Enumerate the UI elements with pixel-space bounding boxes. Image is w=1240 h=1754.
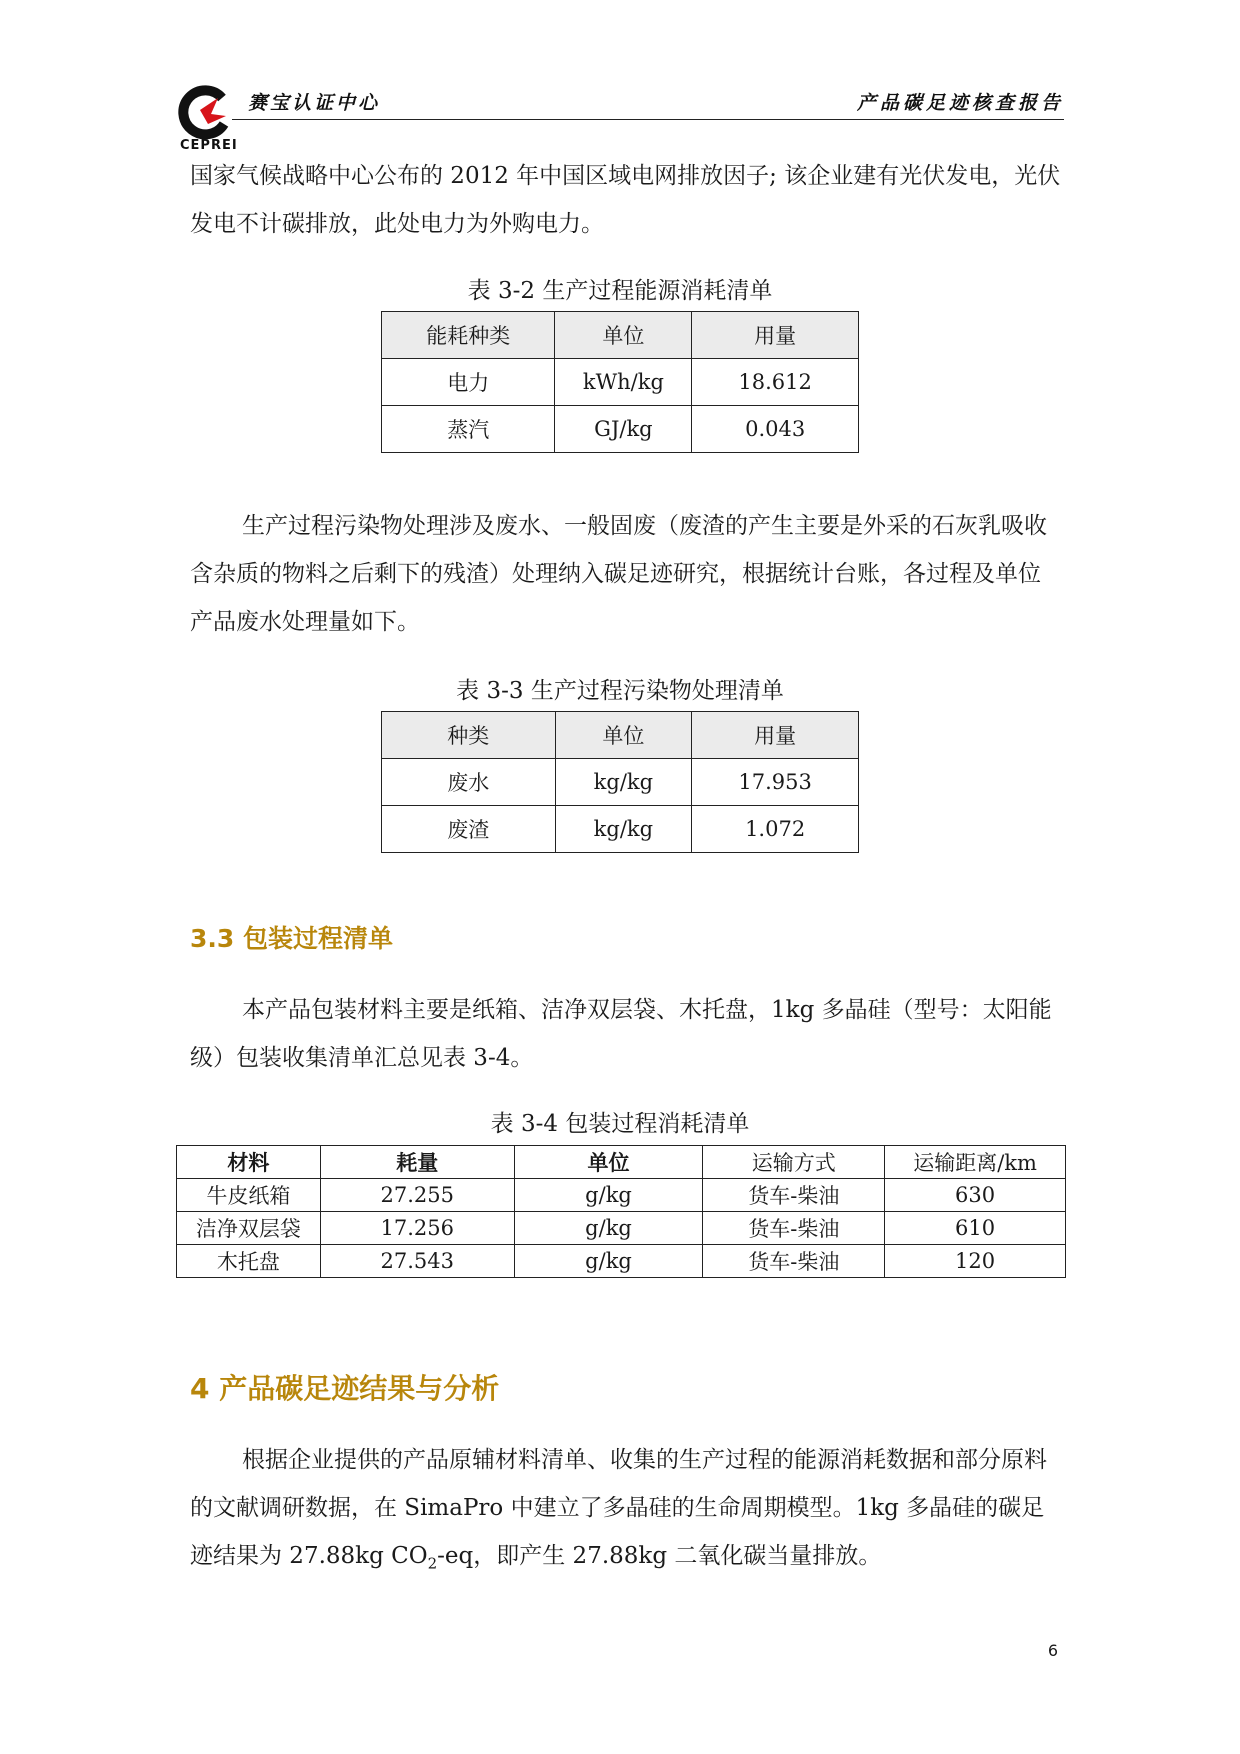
table-3-3 <box>381 711 859 853</box>
logo-text: CEPREI <box>180 138 238 153</box>
table-header-row <box>382 312 859 359</box>
table-cell: 0.043 <box>692 406 859 453</box>
table-cell: g/kg <box>514 1212 703 1245</box>
paragraph-packaging: 本产品包装材料主要是纸箱、洁净双层袋、木托盘，1kg 多晶硅（型号：太阳能级）包装收集清单汇总见表 3-4。 <box>190 997 1052 1071</box>
subscript-2: 2 <box>427 1554 438 1573</box>
table-cell: 牛皮纸箱 <box>177 1179 321 1212</box>
table-header-cell: 单位 <box>555 712 692 759</box>
header-divider <box>232 119 1064 120</box>
table-header-cell: 能耗种类 <box>382 312 555 359</box>
table-cell: 电力 <box>382 359 555 406</box>
org-name: 赛宝认证中心 <box>248 92 381 114</box>
table-cell: 27.543 <box>320 1245 514 1278</box>
result-text-start: 根据企业提供的产品原辅材料清单、收集的生产过程的能源消耗数据和部分原料的文献调研数据，在 SimaPro 中建立了多晶硅的生命周期模型。1kg 多晶硅的碳足迹结果为 27.88kg CO <box>190 1447 1047 1569</box>
result-text-end: -eq，即产生 27.88kg 二氧化碳当量排放。 <box>437 1543 882 1569</box>
table-cell: 货车-柴油 <box>703 1179 885 1212</box>
table-cell: GJ/kg <box>555 406 692 453</box>
table-header-cell: 用量 <box>692 312 859 359</box>
table-header-cell: 运输距离/km <box>885 1146 1066 1179</box>
table-header-cell: 种类 <box>382 712 556 759</box>
table-header-cell: 单位 <box>555 312 692 359</box>
paragraph-grid-factor: 国家气候战略中心公布的 2012 年中国区域电网排放因子; 该企业建有光伏发电，光伏发电不计碳排放，此处电力为外购电力。 <box>190 163 1061 237</box>
table-row <box>382 806 859 853</box>
table-cell: 17.256 <box>320 1212 514 1245</box>
table-row <box>382 759 859 806</box>
paragraph-pollutant: 生产过程污染物处理涉及废水、一般固废（废渣的产生主要是外采的石灰乳吸收含杂质的物料之后剩下的残渣）处理纳入碳足迹研究，根据统计台账，各过程及单位产品废水处理量如下。 <box>190 513 1047 635</box>
table-cell: 18.612 <box>692 359 859 406</box>
table-cell: 630 <box>885 1179 1066 1212</box>
report-title: 产品碳足迹核查报告 <box>856 92 1064 114</box>
ceprei-logo-icon <box>178 84 234 140</box>
table-cell: 废渣 <box>382 806 556 853</box>
table-cell: 蒸汽 <box>382 406 555 453</box>
table-cell: g/kg <box>514 1245 703 1278</box>
table-cell: 27.255 <box>320 1179 514 1212</box>
table-cell: kg/kg <box>555 759 692 806</box>
table-row <box>382 406 859 453</box>
table-header-cell: 耗量 <box>320 1146 514 1179</box>
table-3-2-caption: 表 3-2 生产过程能源消耗清单 <box>467 278 773 304</box>
table-header-cell: 运输方式 <box>703 1146 885 1179</box>
table-cell: kWh/kg <box>555 359 692 406</box>
table-cell: 废水 <box>382 759 556 806</box>
table-row <box>177 1212 1066 1245</box>
table-cell: 木托盘 <box>177 1245 321 1278</box>
table-header-row <box>382 712 859 759</box>
table-row <box>177 1245 1066 1278</box>
table-3-4 <box>176 1145 1066 1278</box>
section-3-3-heading: 3.3 包装过程清单 <box>190 924 393 953</box>
section-4-heading: 4 产品碳足迹结果与分析 <box>190 1372 500 1405</box>
table-3-2 <box>381 311 859 453</box>
table-cell: g/kg <box>514 1179 703 1212</box>
table-cell: 1.072 <box>692 806 859 853</box>
table-3-3-caption: 表 3-3 生产过程污染物处理清单 <box>456 678 784 704</box>
table-3-4-caption: 表 3-4 包装过程消耗清单 <box>490 1111 750 1137</box>
table-header-cell: 用量 <box>692 712 859 759</box>
table-cell: 17.953 <box>692 759 859 806</box>
table-header-row <box>177 1146 1066 1179</box>
table-row <box>382 359 859 406</box>
page-number: 6 <box>1047 1641 1058 1660</box>
table-header-cell: 单位 <box>514 1146 703 1179</box>
table-cell: 洁净双层袋 <box>177 1212 321 1245</box>
table-cell: 货车-柴油 <box>703 1245 885 1278</box>
table-cell: 货车-柴油 <box>703 1212 885 1245</box>
table-header-cell: 材料 <box>177 1146 321 1179</box>
table-cell: 120 <box>885 1245 1066 1278</box>
table-cell: kg/kg <box>555 806 692 853</box>
paragraph-result <box>190 1436 1062 1588</box>
table-row <box>177 1179 1066 1212</box>
table-cell: 610 <box>885 1212 1066 1245</box>
